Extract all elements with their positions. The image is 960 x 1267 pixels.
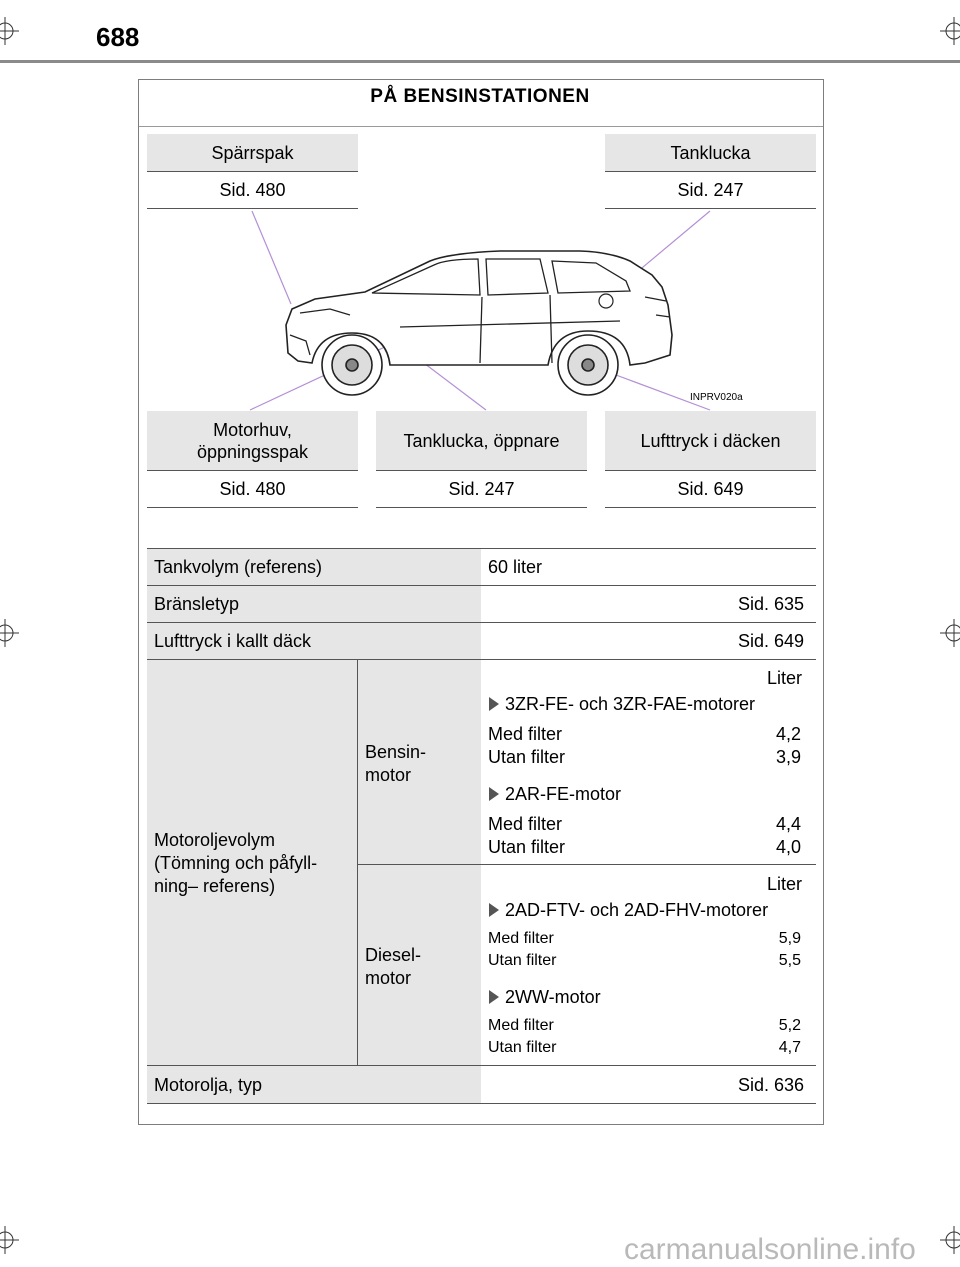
bullet-triangle-icon (489, 990, 499, 1004)
without-filter-value: 5,5 (778, 952, 801, 969)
with-filter-value: 4,4 (775, 814, 801, 834)
petrol-unit: Liter (766, 668, 802, 688)
table-bottom-rule (147, 1103, 816, 1104)
with-filter-label: Med filter (488, 724, 563, 744)
callout-ref-tire-pressure[interactable]: Sid. 649 (605, 471, 816, 508)
petrol-engine1-with-filter (488, 724, 801, 745)
diesel-engine1-with-filter (488, 930, 801, 948)
callout-ref-hood-release[interactable]: Sid. 480 (147, 471, 358, 508)
oil-volume-label: Motoroljevolym (Tömning och påfyll- ning– referens) (154, 830, 318, 896)
callout-label-hood-release (147, 411, 358, 471)
diesel-engine1-without-filter (488, 952, 801, 970)
registration-mark-bottom-right (940, 1226, 960, 1254)
car-illustration (140, 205, 824, 415)
petrol-engine1-name: 3ZR-FE- och 3ZR-FAE-motorer (505, 694, 756, 714)
diesel-engine2-without-filter (488, 1039, 801, 1057)
registration-mark-mid-right (940, 619, 960, 647)
registration-mark-bottom-left (0, 1226, 19, 1254)
diesel-engine2-with-filter (488, 1017, 801, 1035)
petrol-engine2-heading (489, 784, 621, 805)
tire-value[interactable]: Sid. 649 (737, 631, 804, 651)
petrol-engine2-with-filter (488, 814, 801, 835)
petrol-engine2-name: 2AR-FE-motor (505, 784, 622, 804)
callout-label-fuel-door: Tanklucka (605, 134, 816, 172)
without-filter-value: 3,9 (775, 747, 801, 767)
tank-label: Tankvolym (referens) (154, 557, 323, 577)
image-code: INPRV020a (690, 392, 743, 403)
oil-type-label: Motorolja, typ (154, 1075, 263, 1095)
oil-column-divider (357, 660, 358, 1065)
callout-label-hood-release-text: Motorhuv, öppningsspak (196, 419, 309, 462)
diesel-engine1-heading (489, 900, 768, 921)
bullet-triangle-icon (489, 697, 499, 711)
diesel-engine1-name: 2AD-FTV- och 2AD-FHV-motorer (505, 900, 769, 920)
with-filter-label: Med filter (488, 814, 563, 834)
without-filter-value: 4,0 (775, 837, 801, 857)
callout-ref-fuel-door-opener[interactable]: Sid. 247 (376, 471, 587, 508)
watermark[interactable]: carmanualsonline.info (624, 1233, 916, 1266)
without-filter-label: Utan filter (488, 747, 566, 767)
without-filter-label: Utan filter (488, 1039, 557, 1056)
petrol-engine-label: Bensin- motor (365, 742, 427, 785)
petrol-engine2-without-filter (488, 837, 801, 858)
page-number: 688 (96, 22, 140, 52)
petrol-diesel-divider (357, 864, 816, 865)
registration-mark-top-right (940, 17, 960, 45)
fuel-value[interactable]: Sid. 635 (737, 594, 804, 614)
without-filter-label: Utan filter (488, 952, 557, 969)
petrol-engine1-heading (489, 694, 755, 715)
with-filter-label: Med filter (488, 930, 554, 947)
oil-type-value[interactable]: Sid. 636 (737, 1075, 804, 1095)
tank-value: 60 liter (488, 557, 543, 577)
without-filter-label: Utan filter (488, 837, 566, 857)
title-divider (139, 126, 823, 127)
bullet-triangle-icon (489, 903, 499, 917)
petrol-engine1-without-filter (488, 747, 801, 768)
tire-label: Lufttryck i kallt däck (154, 631, 312, 651)
with-filter-value: 5,2 (778, 1017, 801, 1034)
bullet-triangle-icon (489, 787, 499, 801)
callout-label-lock-lever: Spärrspak (147, 134, 358, 172)
with-filter-value: 5,9 (778, 930, 801, 947)
callout-ref-fuel-door[interactable]: Sid. 247 (605, 172, 816, 209)
header-rule (0, 60, 960, 63)
without-filter-value: 4,7 (778, 1039, 801, 1056)
diesel-unit: Liter (766, 874, 802, 894)
registration-mark-top-left (0, 17, 19, 45)
registration-mark-mid-left (0, 619, 19, 647)
callout-ref-lock-lever[interactable]: Sid. 480 (147, 172, 358, 209)
callout-label-tire-pressure: Lufttryck i däcken (605, 411, 816, 471)
with-filter-value: 4,2 (775, 724, 801, 744)
diesel-engine-label: Diesel- motor (365, 945, 422, 988)
callout-label-fuel-door-opener: Tanklucka, öppnare (376, 411, 587, 471)
section-title: PÅ BENSINSTATIONEN (370, 86, 590, 107)
fuel-label: Bränsletyp (154, 594, 240, 614)
with-filter-label: Med filter (488, 1017, 554, 1034)
diesel-engine2-name: 2WW-motor (505, 987, 601, 1007)
diesel-engine2-heading (489, 987, 601, 1008)
